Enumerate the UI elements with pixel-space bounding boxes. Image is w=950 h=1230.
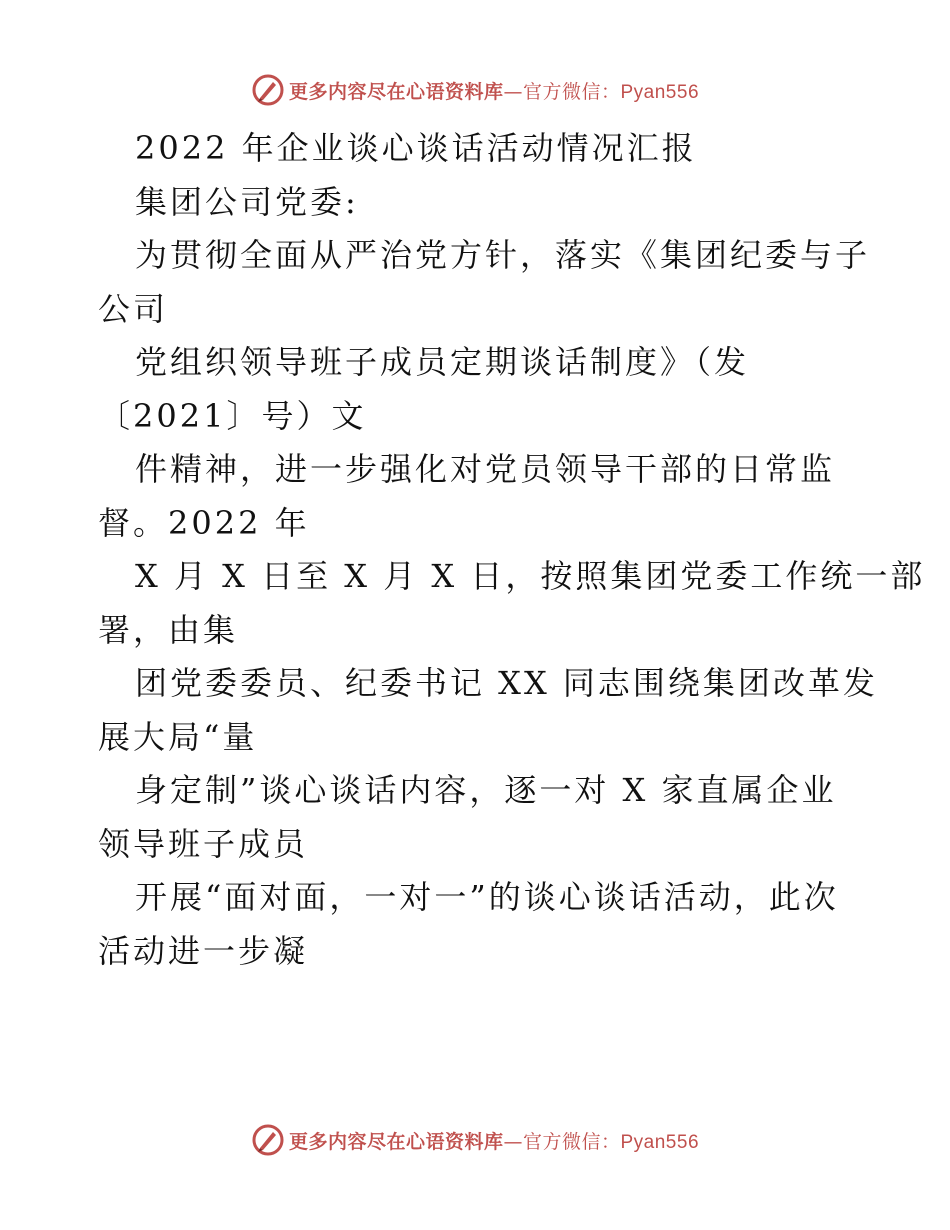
watermark-text	[289, 77, 699, 104]
watermark-separator: —	[503, 80, 523, 103]
document-line: 开展“面对面，一对一”的谈心谈话活动，此次	[135, 878, 839, 916]
document-line: 领导班子成员	[98, 824, 309, 863]
document-line: 为贯彻全面从严治党方针，落实《集团纪委与子	[135, 236, 871, 274]
document-line: 团党委委员、纪委书记 XX 同志围绕集团改革发	[135, 664, 878, 702]
watermark-contact: 官方微信：Pyan556	[523, 1131, 700, 1153]
watermark-contact: 官方微信：Pyan556	[523, 81, 700, 103]
document-line: 身定制”谈心谈话内容，逐一对 X 家直属企业	[135, 771, 837, 809]
document-body	[98, 122, 926, 978]
watermark-brand: 更多内容尽在心语资料库	[288, 1130, 504, 1153]
watermark-separator: —	[503, 1130, 523, 1153]
document-line: X 月 X 日至 X 月 X 日，按照集团党委工作统一部	[135, 557, 926, 595]
header-watermark	[0, 70, 950, 110]
footer-watermark	[0, 1120, 950, 1160]
document-line: 署，由集	[98, 610, 239, 649]
document-line: 集团公司党委:	[135, 182, 359, 221]
document-line: 活动进一步凝	[98, 931, 309, 970]
document-line: 件精神，进一步强化对党员领导干部的日常监	[135, 450, 836, 488]
pen-logo-icon	[251, 1123, 285, 1157]
document-line: 督。2022 年	[98, 503, 310, 542]
document-line: 党组织领导班子成员定期谈话制度》（发	[135, 343, 750, 381]
document-line: 展大局“量	[98, 717, 258, 756]
document-line: 〔2021〕号）文	[98, 396, 367, 435]
document-line: 2022 年企业谈心谈话活动情况汇报	[135, 129, 697, 167]
watermark-brand: 更多内容尽在心语资料库	[288, 80, 504, 103]
watermark-text	[289, 1127, 699, 1154]
pen-logo-icon	[251, 73, 285, 107]
document-line: 公司	[98, 289, 169, 328]
